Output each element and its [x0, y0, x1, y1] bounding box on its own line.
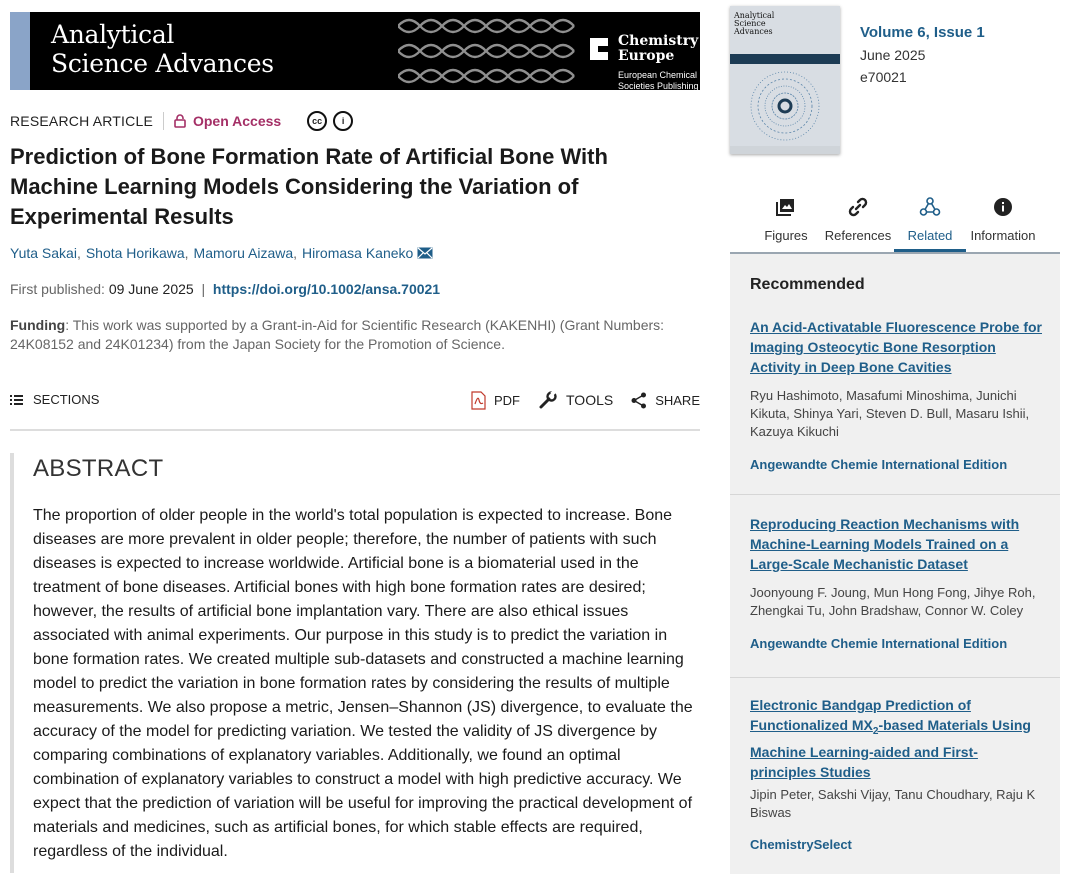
publisher-subtitle: European Chemical Societies Publishing — [618, 70, 699, 90]
article-toolbar — [10, 390, 700, 412]
recommended-item — [730, 306, 1060, 495]
journal-banner[interactable] — [10, 12, 700, 90]
link-icon — [847, 196, 869, 218]
publication-divider: | — [201, 281, 206, 297]
author-link[interactable]: Mamoru Aizawa — [193, 245, 294, 261]
issue-cover-image[interactable] — [730, 6, 840, 154]
recommended-item-title[interactable]: An Acid‐Activatable Fluorescence Probe for Imaging Osteocytic Bone Resorption Activity in Deep Bone Cavities — [750, 319, 1042, 375]
tab-references[interactable]: References — [822, 193, 894, 251]
article-title: Prediction of Bone Formation Rate of Artificial Bone With Machine Learning Models Considering the Variation of Experimental Results — [10, 144, 608, 229]
banner-accent-stripe — [10, 12, 30, 90]
doi-link[interactable]: https://doi.org/10.1002/ansa.70021 — [212, 281, 441, 297]
tools-button[interactable]: TOOLS — [538, 390, 613, 410]
cover-band — [730, 54, 840, 64]
author-link[interactable]: Hiromasa Kaneko — [302, 245, 414, 261]
funding-text: : This work was supported by a Grant-in-Aid for Scientific Research (KAKENHI) (Grant Numbers: 24K08152 and 24K01234) from the Japan Society for the Promotion of Science. — [10, 317, 665, 352]
license-icons[interactable] — [307, 111, 353, 131]
tab-related[interactable]: Related — [894, 193, 966, 252]
author-link[interactable]: Shota Horikawa — [85, 245, 185, 261]
attribution-icon: i — [333, 111, 353, 131]
share-icon — [631, 392, 647, 409]
list-icon — [10, 394, 23, 406]
article-number: e70021 — [860, 69, 907, 85]
recommended-item-journal[interactable]: Angewandte Chemie International Edition — [750, 636, 1008, 651]
issue-date: June 2025 — [860, 47, 926, 63]
cover-artwork — [735, 68, 835, 144]
abstract-heading: ABSTRACT — [33, 455, 164, 482]
recommended-item-authors: Ryu Hashimoto, Masafumi Minoshima, Junichi Kikuta, Shinya Yari, Steven D. Bull, Masaru Ishii, Kazuya Kikuchi — [750, 388, 1030, 439]
issue-volume-link[interactable]: Volume 6, Issue 1 — [860, 24, 985, 41]
publisher-logo — [578, 24, 699, 90]
journal-name: Analytical Science Advances — [51, 20, 274, 78]
article-tools — [453, 390, 700, 410]
meta-divider — [163, 112, 164, 130]
publisher-name: Chemistry Europe — [618, 33, 699, 64]
recommended-panel — [730, 254, 1060, 874]
recommended-heading: Recommended — [750, 276, 865, 293]
creative-commons-icon: cc — [307, 111, 327, 131]
funding-statement — [10, 316, 700, 354]
recommended-item-title[interactable]: Electronic Bandgap Prediction of Functionalized $MX_2$-based Materials Using Machine Learning-aided and First-principles Studies — [750, 697, 1031, 780]
banner-wave-pattern — [398, 12, 578, 90]
share-button[interactable]: SHARE — [631, 392, 700, 409]
network-icon — [919, 196, 941, 218]
first-published-label: First published: — [10, 281, 105, 297]
author-list — [10, 245, 433, 261]
open-lock-icon — [174, 114, 186, 128]
recommended-item-authors: Jipin Peter, Sakshi Vijay, Tanu Choudhary, Raju K Biswas — [750, 787, 1036, 820]
publication-info — [10, 281, 440, 297]
recommended-item — [730, 495, 1060, 678]
toolbar-divider — [10, 429, 700, 431]
abstract-text: The proportion of older people in the world's total population is expected to increase. Bone diseases are more prevalent in older people; therefore, the number of patients with such diseases is expected to increase worldwide. Artificial bone is a biomaterial used in the treatment of bone diseases. Artificial bones with high bone formation rates are desired; however, the results of artificial bone implantation vary. There are also ethical issues associated with animal experiments. Our purpose in this study is to predict the variation in bone formation rates. We created multiple sub-datasets and constructed a machine learning model to predict the variation in bone formation rates by considering the results of multiple measurements. We also propose a metric, Jensen–Shannon (JS) divergence, to evaluate the accuracy of the model for predicting variation. We tested the validity of JS divergence by comparing combinations of explanatory variables. Additionally, we found an optimal combination of explanatory variables to construct a model with high predictive accuracy. We expect that the prediction of variation will be useful for improving the practical development of materials and medicines, such as artificial bones, for which stable effects are required, regardless of the individual. — [33, 507, 693, 860]
recommended-item — [730, 678, 1060, 878]
pdf-button[interactable]: PDF — [471, 391, 520, 410]
tab-information[interactable]: Information — [966, 193, 1040, 251]
author-separator: , — [293, 245, 298, 261]
tab-figures[interactable]: Figures — [750, 193, 822, 251]
recommended-item-journal[interactable]: Angewandte Chemie International Edition — [750, 457, 1008, 472]
recommended-item-journal[interactable]: ChemistrySelect — [750, 837, 852, 852]
image-icon — [776, 196, 796, 218]
recommended-item-authors: Joonyoung F. Joung, Mun Hong Fong, Jihye Roh, Zhengkai Tu, John Bradshaw, Connor W. Coley — [750, 585, 1036, 618]
recommended-item-title[interactable]: Reproducing Reaction Mechanisms with Machine‐Learning Models Trained on a Large‐Scale Mechanistic Dataset — [750, 516, 1020, 572]
cover-footer — [730, 146, 840, 154]
first-published-date: 09 June 2025 — [108, 281, 194, 297]
corresponding-author-email-icon[interactable] — [417, 247, 433, 259]
author-separator: , — [76, 245, 81, 261]
author-link[interactable]: Yuta Sakai — [10, 245, 77, 261]
issue-info — [860, 22, 985, 88]
cover-journal-title: Analytical Science Advances — [734, 11, 775, 36]
article-type: RESEARCH ARTICLE — [10, 113, 153, 129]
wrench-icon — [538, 390, 558, 410]
author-separator: , — [184, 245, 189, 261]
open-access-badge[interactable]: Open Access — [174, 113, 281, 129]
chemistry-europe-logo-icon — [588, 36, 610, 62]
funding-label: Funding — [10, 317, 66, 333]
info-icon — [993, 196, 1013, 218]
pdf-file-icon — [471, 391, 486, 410]
abstract-section — [10, 453, 700, 873]
article-meta — [10, 110, 353, 132]
sections-menu-button[interactable]: SECTIONS — [10, 392, 99, 407]
related-tabs — [750, 193, 1040, 253]
